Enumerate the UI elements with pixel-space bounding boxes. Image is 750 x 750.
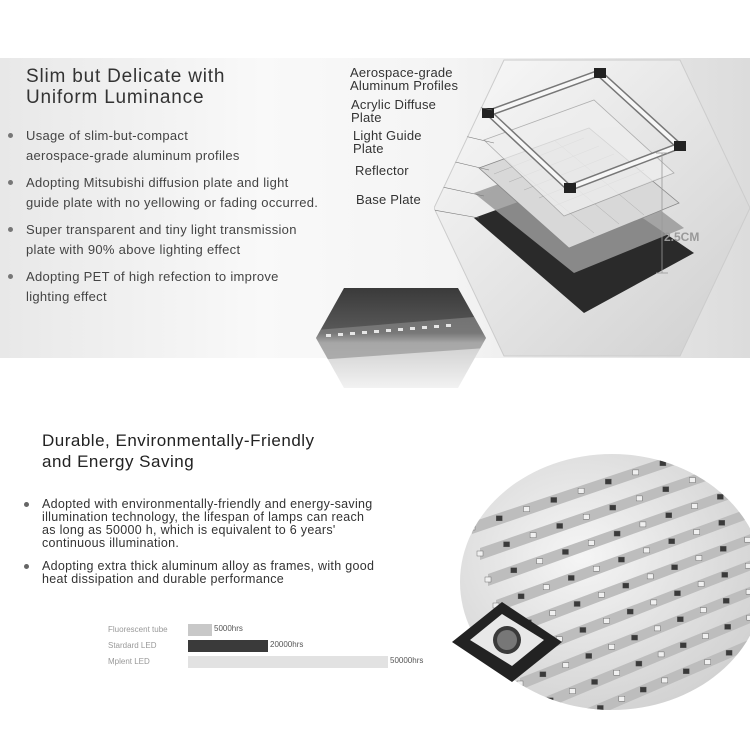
led-chip: [563, 663, 569, 668]
led-chip: [742, 459, 748, 464]
led-chip: [720, 546, 726, 551]
led-chip: [660, 461, 666, 466]
section-title: [42, 430, 315, 472]
led-chip: [745, 537, 750, 542]
led-chip: [550, 611, 556, 616]
led-chip: [568, 575, 574, 580]
led-chip: [666, 513, 672, 518]
layer-label-line: Acrylic Diffuse: [351, 97, 437, 112]
feature-item: [22, 498, 432, 550]
led-chip: [647, 574, 653, 579]
led-chip: [547, 698, 553, 703]
led-chip: [518, 594, 524, 599]
led-chip: [680, 643, 686, 648]
lifespan-name: Stardard LED: [108, 641, 157, 650]
led-chip: [705, 660, 711, 665]
led-chip: [640, 522, 646, 527]
led-chip: [725, 624, 731, 629]
led-chip: [746, 589, 750, 594]
led-chip: [687, 452, 693, 457]
led-chip: [694, 530, 700, 535]
led-chip: [651, 600, 657, 605]
led-chip: [588, 540, 594, 545]
led-chip: [580, 627, 586, 632]
feature-item: [8, 220, 353, 260]
led-chip: [525, 707, 531, 712]
led-chip: [636, 661, 642, 666]
layer-label-diffuse: [351, 98, 436, 124]
led-chip: [700, 608, 706, 613]
feature-line: continuous illumination.: [42, 536, 180, 550]
title-line: Slim but Delicate with: [26, 66, 226, 87]
led-chip: [504, 542, 510, 547]
led-chip: [557, 523, 563, 528]
lifespan-name: Fluorescent tube: [108, 625, 168, 634]
led-chip: [662, 678, 668, 683]
feature-panel-slim: [0, 58, 750, 358]
led-chip: [593, 566, 599, 571]
title-line: Durable, Environmentally-Friendly: [42, 431, 315, 450]
led-chip: [696, 556, 702, 561]
feature-line: lighting effect: [26, 289, 107, 304]
led-chip: [592, 679, 598, 684]
led-chip: [511, 568, 517, 573]
led-chip: [723, 598, 729, 603]
led-chip: [692, 504, 698, 509]
feature-line: plate with 90% above lighting effect: [26, 242, 241, 257]
layer-label-light-guide: [353, 129, 422, 155]
led-chip: [477, 551, 483, 556]
led-chip: [604, 618, 610, 623]
led-chip: [640, 687, 646, 692]
lifespan-bar: [188, 640, 268, 652]
led-chip: [537, 559, 543, 564]
led-chip: [569, 689, 575, 694]
led-chip: [726, 650, 732, 655]
led-chip: [744, 511, 750, 516]
feature-item: [8, 267, 353, 307]
led-chip: [627, 609, 633, 614]
title-line: Uniform Luminance: [26, 87, 205, 108]
title-line: and Energy Saving: [42, 452, 195, 471]
led-chip: [598, 592, 604, 597]
feature-line: Adopting PET of high refection to improve: [26, 269, 279, 284]
layer-label-reflector: [355, 164, 409, 177]
lifespan-value: 50000hrs: [390, 656, 424, 665]
feature-line: Adopting Mitsubishi diffusion plate and light: [26, 175, 289, 190]
lifespan-value: 5000hrs: [214, 624, 243, 633]
feature-line: guide plate with no yellowing or fading occurred.: [26, 195, 319, 210]
feature-line: as long as 50000 h, which is equivalent to 6 years': [42, 523, 336, 537]
led-chip: [623, 583, 629, 588]
layer-label-line: Aerospace-grade: [350, 65, 453, 80]
led-chip: [743, 485, 749, 490]
feature-line: heat dissipation and durable performance: [42, 572, 285, 586]
led-chip: [698, 582, 704, 587]
feature-item: [8, 173, 353, 213]
led-chip: [517, 681, 523, 686]
feature-list: [8, 126, 353, 314]
exploded-view-diagram: [434, 58, 750, 358]
led-chip: [610, 505, 616, 510]
feature-line: Adopted with environmentally-friendly and energy-saving: [42, 497, 373, 511]
layer-label-line: Plate: [353, 141, 384, 156]
lifespan-value: 20000hrs: [270, 640, 304, 649]
lifespan-bar: [188, 624, 212, 636]
led-chip: [485, 577, 491, 582]
led-chip: [551, 497, 557, 502]
led-chip: [530, 533, 536, 538]
led-chip: [663, 487, 669, 492]
led-chip: [722, 572, 728, 577]
led-chip: [614, 670, 620, 675]
layer-label-line: Base Plate: [356, 192, 421, 207]
thickness-label: 2.5CM: [664, 230, 700, 244]
layer-label-line: Plate: [351, 110, 382, 125]
lifespan-name: Mplent LED: [108, 657, 150, 666]
led-chip: [618, 557, 624, 562]
led-chip: [614, 531, 620, 536]
led-chip: [632, 635, 638, 640]
layer-label-base: [356, 193, 421, 206]
led-chip: [683, 669, 689, 674]
feature-list: [22, 498, 432, 596]
led-chip: [605, 479, 611, 484]
led-chip: [636, 496, 642, 501]
layer-label-line: Light Guide: [353, 128, 422, 143]
led-chip: [540, 672, 546, 677]
feature-item: [8, 126, 353, 166]
layer-label-aluminum: [350, 66, 458, 92]
led-chip: [574, 601, 580, 606]
led-chip: [654, 626, 660, 631]
led-chip: [674, 591, 680, 596]
led-strip-photo: [452, 452, 750, 712]
led-chip: [672, 565, 678, 570]
led-chip: [619, 696, 625, 701]
led-chip: [658, 652, 664, 657]
led-chip: [644, 548, 650, 553]
led-chip: [633, 470, 639, 475]
section-title: [26, 66, 225, 108]
led-chip: [717, 494, 723, 499]
lifespan-bar: [188, 656, 388, 668]
layer-label-line: Aluminum Profiles: [350, 78, 459, 93]
feature-line: Super transparent and tiny light transmission: [26, 222, 297, 237]
led-chip: [669, 539, 675, 544]
led-chip: [586, 653, 592, 658]
led-chip: [496, 516, 502, 521]
led-chip: [719, 520, 725, 525]
led-chip: [562, 549, 568, 554]
led-chip: [469, 525, 475, 530]
led-chip: [716, 468, 722, 473]
led-chip: [583, 514, 589, 519]
led-chip: [677, 617, 683, 622]
feature-line: Usage of slim-but-compact: [26, 128, 189, 143]
led-chip: [578, 488, 584, 493]
led-chip: [609, 644, 615, 649]
led-chip: [689, 478, 695, 483]
feature-line: aerospace-grade aluminum profiles: [26, 148, 240, 163]
led-chip: [745, 563, 750, 568]
feature-panel-durable: [0, 412, 750, 702]
led-chip: [597, 705, 603, 710]
led-chip: [543, 585, 549, 590]
feature-item: [22, 560, 432, 586]
led-chip: [702, 634, 708, 639]
feature-line: illumination technology, the lifespan of lamps can reach: [42, 510, 365, 524]
feature-line: Adopting extra thick aluminum alloy as frames, with good: [42, 559, 375, 573]
led-chip: [524, 507, 530, 512]
layer-label-line: Reflector: [355, 163, 409, 178]
